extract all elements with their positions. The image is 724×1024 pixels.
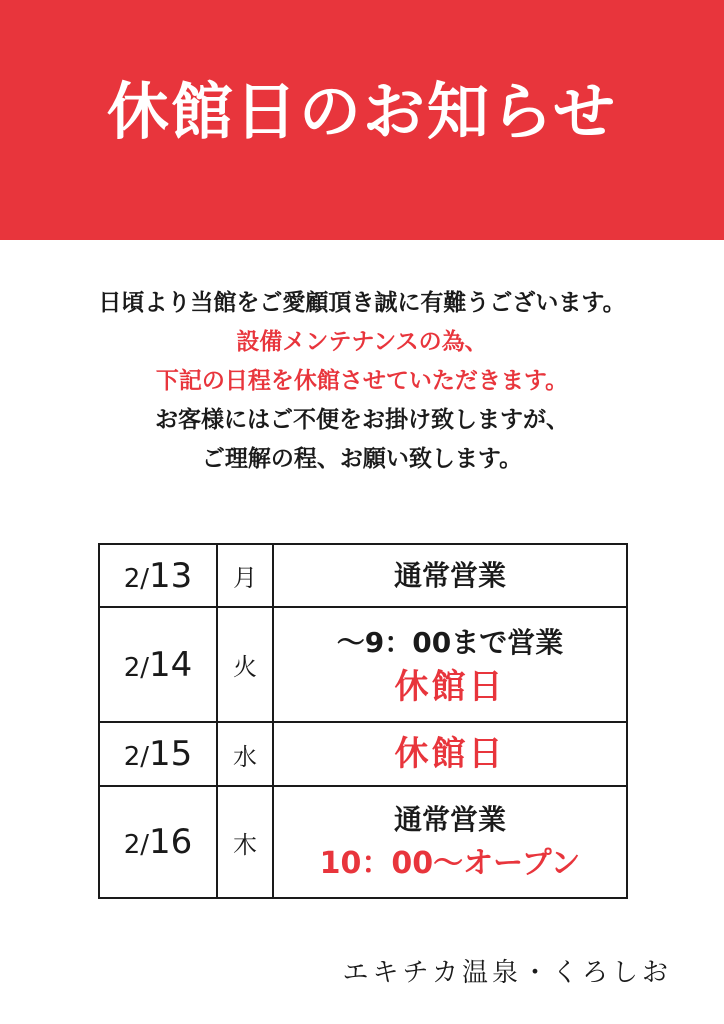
status-cell <box>273 786 627 898</box>
date-month: 2/ <box>123 652 150 683</box>
notice-message <box>0 284 724 479</box>
date-day: 16 <box>149 822 193 862</box>
table-row <box>99 544 627 607</box>
date-day: 14 <box>149 644 193 685</box>
date-cell <box>99 607 217 722</box>
message-line-closure: 下記の日程を休館させていただきます。 <box>155 368 569 394</box>
status-cell <box>273 722 627 786</box>
schedule-table <box>98 543 628 899</box>
message-line-reason: 設備メンテナンスの為、 <box>236 329 488 355</box>
table-row <box>99 722 627 786</box>
weekday-label: 月 <box>233 564 257 592</box>
status-hours: ～9：00まで営業 <box>336 625 564 659</box>
date-cell <box>99 722 217 786</box>
page-title: 休館日のお知らせ <box>106 75 618 148</box>
status-regular: 通常営業 <box>393 803 506 836</box>
message-line-greeting: 日頃より当館をご愛顧頂き誠に有難うございます。 <box>98 290 626 316</box>
status-closed: 休館日 <box>394 734 506 774</box>
status-cell <box>273 607 627 722</box>
facility-name: エキチカ温泉・くろしお <box>342 958 672 988</box>
weekday-label: 水 <box>233 742 257 771</box>
weekday-cell <box>217 786 273 898</box>
date-month: 2/ <box>123 830 150 860</box>
weekday-cell <box>217 544 273 607</box>
message-line-apology: お客様にはご不便をお掛け致しますが、 <box>155 407 569 433</box>
date-day: 15 <box>149 734 193 774</box>
table-row <box>99 786 627 898</box>
status-open-time: 10：00～オープン <box>319 846 581 881</box>
message-line-request: ご理解の程、お願い致します。 <box>201 446 523 472</box>
weekday-cell <box>217 607 273 722</box>
weekday-label: 火 <box>233 653 257 681</box>
date-day: 13 <box>149 555 193 596</box>
weekday-cell <box>217 722 273 786</box>
date-month: 2/ <box>123 742 150 772</box>
status-regular: 通常営業 <box>393 558 506 592</box>
header-banner <box>0 0 724 240</box>
weekday-label: 木 <box>233 830 257 859</box>
date-month: 2/ <box>123 563 150 594</box>
table-row <box>99 607 627 722</box>
status-closed: 休館日 <box>394 666 506 707</box>
date-cell <box>99 544 217 607</box>
date-cell <box>99 786 217 898</box>
status-cell <box>273 544 627 607</box>
